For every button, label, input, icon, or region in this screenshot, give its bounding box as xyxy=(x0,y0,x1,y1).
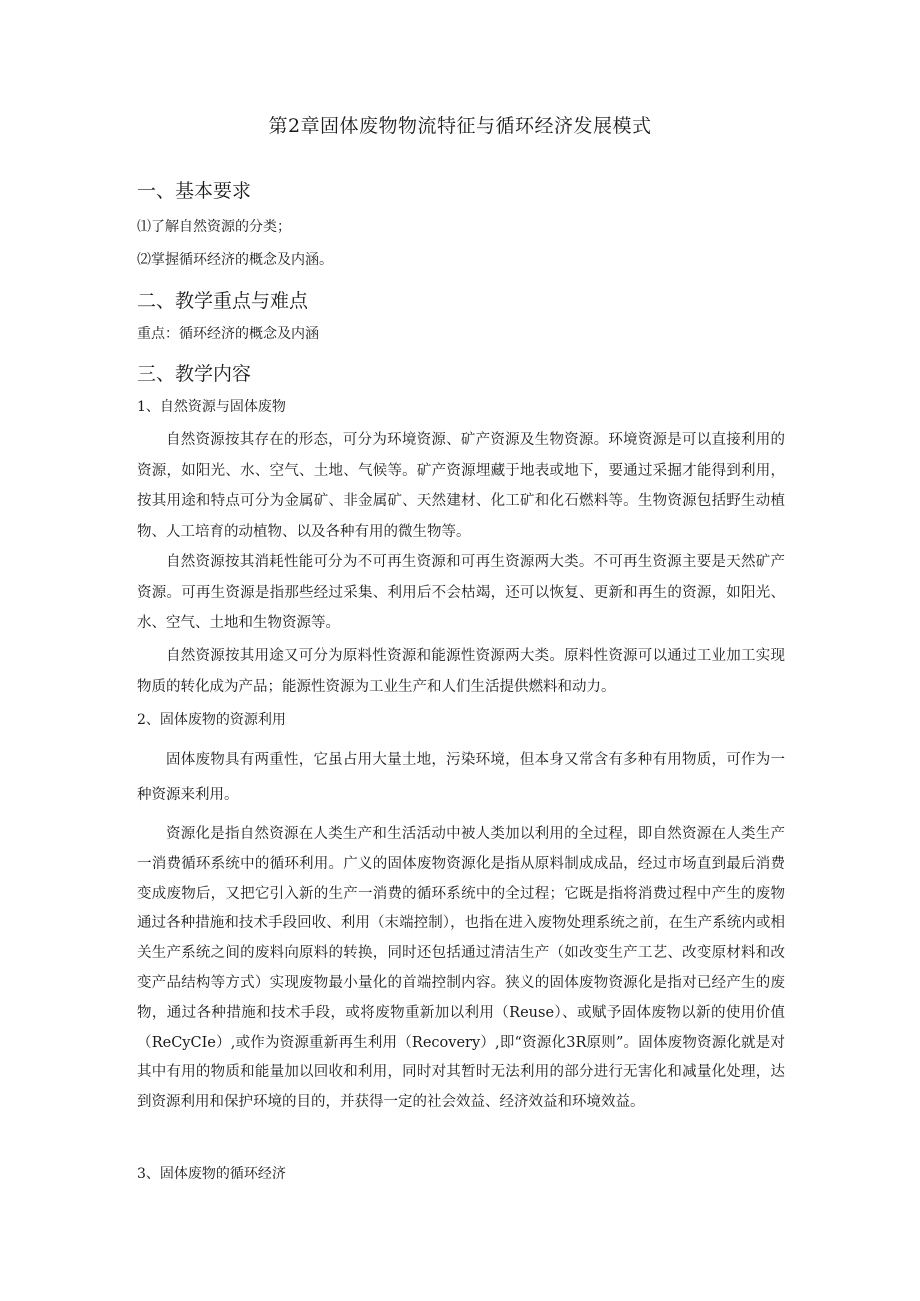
requirement-item-2: ⑵掌握循环经济的概念及内涵。 xyxy=(137,252,333,268)
paragraph-resourcization: 资源化是指自然资源在人类生产和生活活动中被人类加以利用的全过程，即自然资源在人类生产一消费循环系统中的循环利用。广义的固体废物资源化是指从原料制成成品，经过市场直到最后消费变成废物后，又把它引入新的生产一消费的循环系统中的全过程；它既是指将消费过程中产生的废物通过各种措施和技术手段回收、利用（末端控制），也指在进入废物处理系统之前，在生产系统内或相关生产系统之间的废料向原料的转换，同时还包括通过清洁生产（如改变生产工艺、改变原材料和改变产品结构等方式）实现废物最小量化的首端控制内容。狭义的固体废物资源化是指对已经产生的废物，通过各种措施和技术手段，或将废物重新加以利用（Reuse）、或赋予固体废物以新的使用价值（ReCyCIe）,或作为资源重新再生利用（Recovery）,即“资源化3R原则”。固体废物资源化就是对其中有用的物质和能量加以回收和利用，同时对其暂时无法利用的部分进行无害化和减量化处理，达到资源利用和保护环境的目的，并获得一定的社会效益、经济效益和环境效益。 xyxy=(137,826,785,1111)
paragraph-resource-usage: 自然资源按其用途又可分为原料性资源和能源性资源两大类。原料性资源可以通过工业加工实现物质的转化成为产品；能源性资源为工业生产和人们生活提供燃料和动力。 xyxy=(137,648,785,695)
section-heading-key-points: 二、教学重点与难点 xyxy=(137,290,309,312)
document-title: 第2章固体废物物流特征与循环经济发展模式 xyxy=(268,115,652,137)
section-heading-basic-requirements: 一、基本要求 xyxy=(137,180,252,202)
subsection-heading-natural-resources: 1、自然资源与固体废物 xyxy=(137,399,286,415)
section-heading-teaching-content: 三、教学内容 xyxy=(137,363,252,385)
paragraph-resource-forms: 自然资源按其存在的形态，可分为环境资源、矿产资源及生物资源。环境资源是可以直接利用的资源，如阳光、水、空气、土地、气候等。矿产资源埋藏于地表或地下，要通过采掘才能得到利用，按其用途和特点可分为金属矿、非金属矿、天然建材、化工矿和化石燃料等。生物资源包括野生动植物、人工培育的动植物、以及各种有用的微生物等。 xyxy=(137,432,785,540)
requirement-item-1: ⑴了解自然资源的分类； xyxy=(137,219,291,235)
key-point-line: 重点：循环经济的概念及内涵 xyxy=(137,326,319,342)
subsection-heading-waste-utilization: 2、固体废物的资源利用 xyxy=(137,712,286,728)
paragraph-resource-consumption: 自然资源按其消耗性能可分为不可再生资源和可再生资源两大类。不可再生资源主要是天然矿产资源。可再生资源是指那些经过采集、利用后不会枯竭，还可以恢复、更新和再生的资源，如阳光、水、空气、土地和生物资源等。 xyxy=(137,554,785,631)
paragraph-waste-duality: 固体废物具有两重性，它虽占用大量土地，污染环境，但本身又常含有多种有用物质，可作为一种资源来利用。 xyxy=(137,752,785,803)
subsection-heading-circular-economy: 3、固体废物的循环经济 xyxy=(137,1166,286,1182)
